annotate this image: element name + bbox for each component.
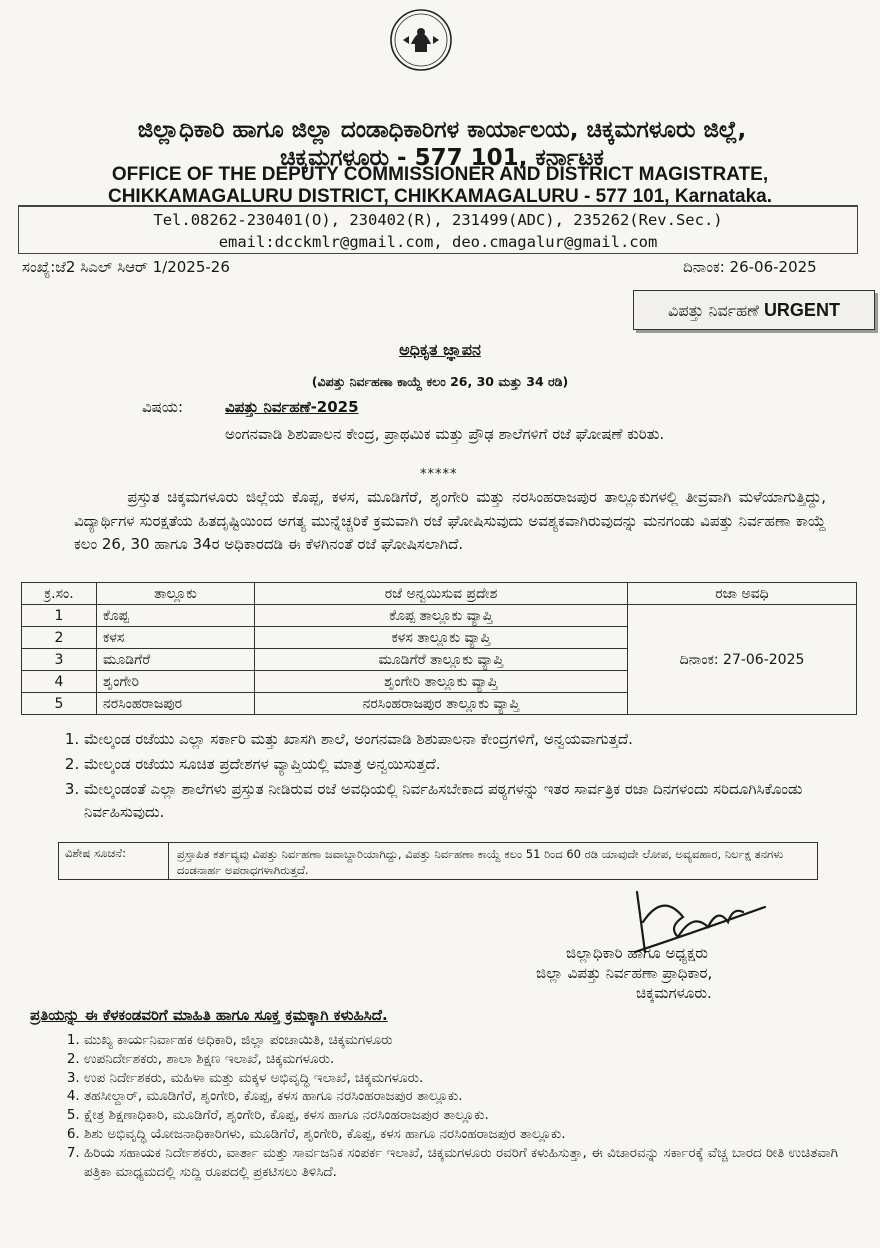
cell-area: ಮೂಡಿಗೆರೆ ತಾಲ್ಲೂಕು ವ್ಯಾಪ್ತಿ — [255, 649, 628, 671]
cell-serial: 4 — [22, 671, 97, 693]
list-item: 1. ಮುಖ್ಯ ಕಾರ್ಯನಿರ್ವಾಹಕ ಅಧಿಕಾರಿ, ಜಿಲ್ಲಾ ಪಂಚಾಯಿತಿ, ಚಿಕ್ಕಮಗಳೂರು — [84, 1031, 854, 1050]
cell-taluk: ನರಸಿಂಹರಾಜಪುರ — [97, 693, 255, 715]
table-header-row — [22, 583, 857, 605]
list-item: 1. ಮೇಲ್ಕಂಡ ರಜೆಯು ಎಲ್ಲಾ ಸರ್ಕಾರಿ ಮತ್ತು ಖಾಸಗಿ ಶಾಲೆ, ಅಂಗನವಾಡಿ ಶಿಶುಪಾಲನಾ ಕೇಂದ್ರಗಳಿಗೆ, ಅನ್ವಯವಾಗುತ್ತದೆ. — [84, 728, 864, 751]
list-item: 2. ಉಪನಿರ್ದೇಶಕರು, ಶಾಲಾ ಶಿಕ್ಷಣ ಇಲಾಖೆ, ಚಿಕ್ಕಮಗಳೂರು. — [84, 1050, 854, 1069]
list-item: 3. ಉಪ ನಿರ್ದೇಶಕರು, ಮಹಿಳಾ ಮತ್ತು ಮಕ್ಕಳ ಅಭಿವೃದ್ಧಿ ಇಲಾಖೆ, ಚಿಕ್ಕಮಗಳೂರು. — [84, 1069, 854, 1088]
office-title-english — [60, 164, 820, 208]
signatory-authority: ಜಿಲ್ಲಾ ವಿಪತ್ತು ನಿರ್ವಹಣಾ ಪ್ರಾಧಿಕಾರ, — [536, 964, 713, 982]
special-note-box — [58, 842, 818, 880]
notice-title-text: ಅಧಿಕೃತ ಜ್ಞಾಪನ — [399, 340, 481, 359]
notice-paragraph — [74, 486, 826, 557]
urgent-stamp-english: URGENT — [763, 300, 840, 320]
telephone-numbers: Tel.08262-230401(O), 230402(R), 231499(ADC), 235262(Rev.Sec.) — [153, 211, 723, 229]
notice-paragraph-text: ಪ್ರಸ್ತುತ ಚಿಕ್ಕಮಗಳೂರು ಜಿಲ್ಲೆಯ ಕೊಪ್ಪ, ಕಳಸ, ಮೂಡಿಗೆರೆ, ಶೃಂಗೇರಿ ಮತ್ತು ನರಸಿಂಹರಾಜಪುರ ತಾಲ್ಲೂಕುಗಳಲ್ಲಿ ತೀವ್ರವಾಗಿ ಮಳೆಯಾಗುತ್ತಿದ್ದು, ವಿದ್ಯಾರ್ಥಿಗಳ ಸುರಕ್ಷತೆಯ ಹಿತದೃಷ್ಟಿಯಿಂದ ಅಗತ್ಯ ಮುನ್ನೆಚ್ಚರಿಕೆ ಕ್ರಮವಾಗಿ ರಜೆ ಘೋಷಿಸುವುದು ಅವಶ್ಯಕವಾಗಿರುವುದನ್ನು ಮನಗಂಡು ವಿಪತ್ತು ನಿರ್ವಹಣಾ ಕಾಯ್ದೆ ಕಲಂ 26, 30 ಹಾಗೂ 34ರ ಅಧಿಕಾರದಡಿ ಈ ಕೆಳಗಿನಂತೆ ರಜೆ ಘೋಷಿಸಲಾಗಿದೆ. — [74, 488, 826, 553]
list-item: 4. ತಹಸೀಲ್ದಾರ್, ಮೂಡಿಗೆರೆ, ಶೃಂಗೇರಿ, ಕೊಪ್ಪ, ಕಳಸ ಹಾಗೂ ನರಸಿಂಹರಾಜಪುರ ತಾಲ್ಲೂಕು. — [84, 1087, 854, 1106]
cell-area: ಕೊಪ್ಪ ತಾಲ್ಲೂಕು ವ್ಯಾಪ್ತಿ — [255, 605, 628, 627]
list-item: 5. ಕ್ಷೇತ್ರ ಶಿಕ್ಷಣಾಧಿಕಾರಿ, ಮೂಡಿಗೆರೆ, ಶೃಂಗೇರಿ, ಕೊಪ್ಪ, ಕಳಸ ಹಾಗೂ ನರಸಿಂಹರಾಜಪುರ ತಾಲ್ಲೂಕು. — [84, 1106, 854, 1125]
cell-serial: 1 — [22, 605, 97, 627]
signatory-designation: ಜಿಲ್ಲಾಧಿಕಾರಿ ಹಾಗೂ ಅಧ್ಯಕ್ಷರು — [566, 944, 708, 962]
column-header-serial: ಕ್ರ.ಸಂ. — [22, 583, 97, 605]
reference-number: ಸಂಖ್ಯೆ:ಜೆ2 ಸಿಎಲ್ ಸಿಆರ್ 1/2025-26 — [22, 258, 230, 276]
signatory-place: ಚಿಕ್ಕಮಗಳೂರು. — [636, 984, 712, 1002]
cell-holiday-period: ದಿನಾಂಕ: 27-06-2025 — [628, 605, 857, 715]
special-note-text: ಪ್ರಸ್ತಾಪಿತ ಕರ್ತವ್ಯವು ವಿಪತ್ತು ನಿರ್ವಹಣಾ ಜವಾಬ್ದಾರಿಯಾಗಿದ್ದು, ವಿಪತ್ತು ನಿರ್ವಹಣಾ ಕಾಯ್ದೆ ಕಲಂ 51 ರಿಂದ 60 ರಡಿ ಯಾವುದೇ ಲೋಪ, ಅವ್ಯವಹಾರ, ನಿರ್ಲಕ್ಷ ತನಗಳು ದಂಡನಾರ್ಹ ಅಪರಾಧಗಳಾಗಿರುತ್ತದೆ. — [177, 847, 784, 877]
cell-serial: 3 — [22, 649, 97, 671]
special-note-label: ವಿಶೇಷ ಸೂಚನೆ: — [59, 843, 169, 879]
cell-area: ಕಳಸ ತಾಲ್ಲೂಕು ವ್ಯಾಪ್ತಿ — [255, 627, 628, 649]
instructions-list — [56, 728, 864, 826]
cell-serial: 2 — [22, 627, 97, 649]
copies-list — [48, 1031, 854, 1181]
list-item: 2. ಮೇಲ್ಕಂಡ ರಜೆಯು ಸೂಚಿತ ಪ್ರದೇಶಗಳ ವ್ಯಾಪ್ತಿಯಲ್ಲಿ ಮಾತ್ರ ಅನ್ವಯಿಸುತ್ತದೆ. — [84, 753, 864, 776]
subject-heading: ವಿಪತ್ತು ನಿರ್ವಹಣೆ-2025 — [225, 398, 359, 416]
list-item: 6. ಶಿಶು ಅಭಿವೃದ್ಧಿ ಯೋಜನಾಧಿಕಾರಿಗಳು, ಮೂಡಿಗೆರೆ, ಶೃಂಗೇರಿ, ಕೊಪ್ಪ, ಕಳಸ ಹಾಗೂ ನರಸಿಂಹರಾಜಪುರ ತಾಲ್ಲೂಕು. — [84, 1125, 854, 1144]
column-header-period: ರಜಾ ಅವಧಿ — [628, 583, 857, 605]
cell-taluk: ಶೃಂಗೇರಿ — [97, 671, 255, 693]
table-row — [22, 605, 857, 627]
reference-date: ದಿನಾಂಕ: 26-06-2025 — [683, 258, 817, 276]
subject-description: ಅಂಗನವಾಡಿ ಶಿಶುಪಾಲನ ಕೇಂದ್ರ, ಪ್ರಾಥಮಿಕ ಮತ್ತು ಪ್ರೌಢ ಶಾಲೆಗಳಿಗೆ ರಜೆ ಘೋಷಣೆ ಕುರಿತು. — [225, 425, 665, 443]
urgent-stamp-kannada: ವಿಪತ್ತು ನಿರ್ವಹಣೆ — [668, 301, 759, 320]
holiday-table — [21, 582, 857, 715]
office-title-kannada-line1: ಜಿಲ್ಲಾಧಿಕಾರಿ ಹಾಗೂ ಜಿಲ್ಲಾ ದಂಡಾಧಿಕಾರಿಗಳ ಕಾರ್ಯಾಲಯ, ಚಿಕ್ಕಮಗಳೂರು ಜಿಲ್ಲೆ, — [137, 117, 747, 143]
column-header-taluk: ತಾಲ್ಲೂಕು — [97, 583, 255, 605]
copies-heading: ಪ್ರತಿಯನ್ನು ಈ ಕೆಳಕಂಡವರಿಗೆ ಮಾಹಿತಿ ಹಾಗೂ ಸೂಕ್ತ ಕ್ರಮಕ್ಕಾಗಿ ಕಳುಹಿಸಿದೆ. — [30, 1006, 388, 1024]
cell-taluk: ಕೊಪ್ಪ — [97, 605, 255, 627]
contact-box — [18, 205, 858, 254]
separator-stars: ***** — [420, 467, 458, 482]
cell-area: ನರಸಿಂಹರಾಜಪುರ ತಾಲ್ಲೂಕು ವ್ಯಾಪ್ತಿ — [255, 693, 628, 715]
cell-area: ಶೃಂಗೇರಿ ತಾಲ್ಲೂಕು ವ್ಯಾಪ್ತಿ — [255, 671, 628, 693]
notice-subtitle: (ವಿಪತ್ತು ನಿರ್ವಹಣಾ ಕಾಯ್ದೆ ಕಲಂ 26, 30 ಮತ್ತು 34 ರಡಿ) — [311, 374, 569, 389]
karnataka-emblem-icon — [389, 6, 453, 78]
notice-title — [0, 340, 880, 360]
list-item: 3. ಮೇಲ್ಕಂಡಂತೆ ಎಲ್ಲಾ ಶಾಲೆಗಳು ಪ್ರಸ್ತುತ ನೀಡಿರುವ ರಜೆ ಅವಧಿಯಲ್ಲಿ ನಿರ್ವಹಿಸಬೇಕಾದ ಪಠ್ಯಗಳನ್ನು ಇತರ ಸಾರ್ವತ್ರಿಕ ರಜಾ ದಿನಗಳಂದು ಸರಿದೂಗಿಸಿಕೊಂಡು ನಿರ್ವಹಿಸುವುದು. — [84, 778, 864, 824]
office-title-english-line1: OFFICE OF THE DEPUTY COMMISSIONER AND DISTRICT MAGISTRATE, — [111, 164, 769, 185]
cell-taluk: ಕಳಸ — [97, 627, 255, 649]
email-addresses: email:dcckmlr@gmail.com, deo.cmagalur@gmail.com — [218, 233, 658, 251]
office-title-kannada-line2: ಚಿಕ್ಕಮಗಳೂರು - 577 101, ಕರ್ನಾಟಕ — [280, 145, 604, 171]
cell-serial: 5 — [22, 693, 97, 715]
subject-label: ವಿಷಯ: — [142, 398, 183, 416]
office-title-english-line2: CHIKKAMAGALURU DISTRICT, CHIKKAMAGALURU - 577 101, Karnataka. — [107, 186, 773, 207]
list-item: 7. ಹಿರಿಯ ಸಹಾಯಕ ನಿರ್ದೇಶಕರು, ವಾರ್ತಾ ಮತ್ತು ಸಾರ್ವಜನಿಕ ಸಂಪರ್ಕ ಇಲಾಖೆ, ಚಿಕ್ಕಮಗಳೂರು ರವರಿಗೆ ಕಳುಹಿಸುತ್ತಾ, ಈ ವಿಚಾರವನ್ನು ಸರ್ಕಾರಕ್ಕೆ ವೆಚ್ಚ ಬಾರದ ರೀತಿ ಉಚಿತವಾಗಿ ಪತ್ರಿಕಾ ಮಾಧ್ಯಮದಲ್ಲಿ ಸುದ್ದಿ ರೂಪದಲ್ಲಿ ಪ್ರಕಟಿಸಲು ತಿಳಿಸಿದೆ. — [84, 1144, 854, 1182]
column-header-area: ರಜೆ ಅನ್ವಯಿಸುವ ಪ್ರದೇಶ — [255, 583, 628, 605]
cell-taluk: ಮೂಡಿಗೆರೆ — [97, 649, 255, 671]
urgent-stamp — [633, 290, 875, 330]
